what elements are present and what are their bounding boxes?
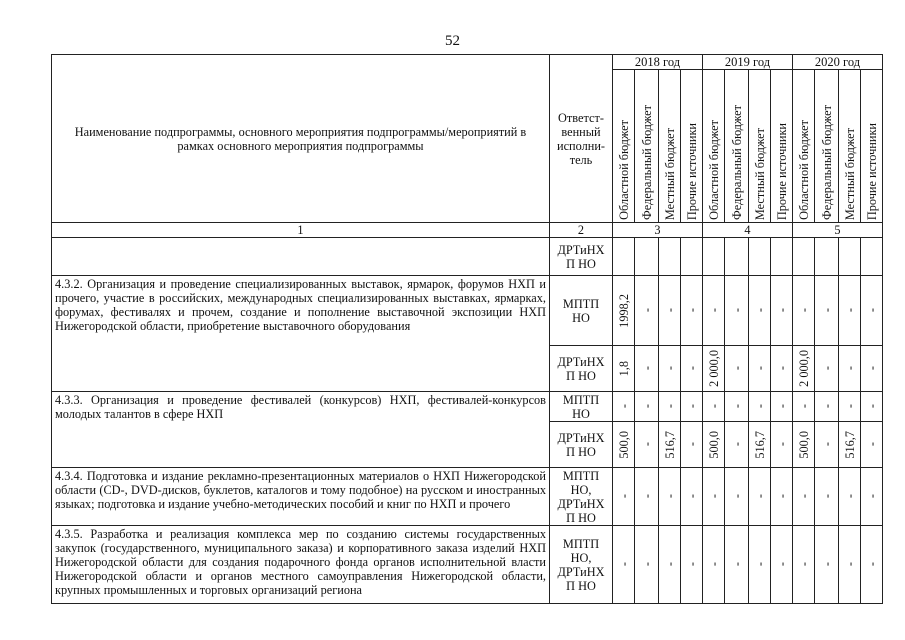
budget-value: 516,7 [659,422,681,468]
budget-value: - [861,392,883,422]
year-2020-header: 2020 год [793,55,883,70]
budget-value [659,238,681,276]
budget-value: - [635,468,659,526]
budget-value: - [771,392,793,422]
budget-value: - [725,392,749,422]
responsible-executor: ДРТиНХ П НО [550,238,613,276]
budget-value: - [681,526,703,604]
budget-value: - [635,392,659,422]
task-description: 4.3.4. Подготовка и издание рекламно-презентационных материалов о НХП Нижегородской области (CD-, DVD-дисков, буклетов, каталогов и тому подобное) на русском и иностранных языках; подготовка и издание учебно-методических пособий и книг по НХП и прочего [52,468,550,526]
column-number: 4 [703,223,793,238]
budget-value: - [703,468,725,526]
responsible-executor: МПТП НО [550,392,613,422]
source-header: Областной бюджет [793,70,815,223]
budget-value: - [861,468,883,526]
budget-value: - [613,468,635,526]
budget-value: - [815,526,839,604]
column-number: 3 [613,223,703,238]
task-description: 4.3.2. Организация и проведение специализированных выставок, ярмарок, форумов НХП и прочего, участие в российских, международных специализированных выставках, ярмарках, форумах, фестивалях и прочем, создание и пополнение выставочной экспозиции НХП Нижегородской области, приобретение выставочного оборудования [52,276,550,392]
budget-value: - [815,422,839,468]
budget-value: - [635,346,659,392]
column-number: 5 [793,223,883,238]
budget-value: - [703,276,725,346]
budget-value: - [815,392,839,422]
name-column-header: Наименование подпрограммы, основного мероприятия подпрограммы/мероприятий в рамках основного мероприятия подпрограммы [52,55,550,223]
budget-value: 516,7 [749,422,771,468]
budget-value: - [793,392,815,422]
source-header: Прочие источники [861,70,883,223]
column-number: 2 [550,223,613,238]
budget-value: - [793,526,815,604]
budget-value: 1,8 [613,346,635,392]
budget-value: 516,7 [839,422,861,468]
budget-value: - [793,468,815,526]
budget-value: - [839,346,861,392]
budget-value: 1998,2 [613,276,635,346]
budget-value: 500,0 [793,422,815,468]
budget-value: - [725,276,749,346]
budget-value [681,238,703,276]
source-header: Федеральный бюджет [635,70,659,223]
budget-value: - [815,276,839,346]
budget-value: - [681,346,703,392]
table-row [52,392,883,422]
budget-value: - [635,276,659,346]
source-header: Федеральный бюджет [815,70,839,223]
budget-value: - [613,526,635,604]
budget-value: - [749,276,771,346]
source-header: Прочие источники [771,70,793,223]
budget-value: - [861,526,883,604]
responsible-column-header: Ответст-венный исполни-тель [550,55,613,223]
budget-value: - [725,468,749,526]
budget-value: - [681,468,703,526]
column-number-row [52,223,883,238]
budget-value: 2 000,0 [793,346,815,392]
budget-value: - [771,276,793,346]
budget-value [793,238,815,276]
budget-value: - [635,526,659,604]
budget-value: - [771,346,793,392]
budget-value: - [771,468,793,526]
responsible-executor: ДРТиНХ П НО [550,346,613,392]
budget-value: - [659,276,681,346]
budget-value: - [725,422,749,468]
budget-value [771,238,793,276]
budget-value: - [703,392,725,422]
source-header: Местный бюджет [659,70,681,223]
budget-value: - [771,422,793,468]
budget-value: - [839,392,861,422]
source-header: Местный бюджет [749,70,771,223]
budget-value [839,238,861,276]
budget-value [725,238,749,276]
task-description: 4.3.5. Разработка и реализация комплекса мер по созданию системы государственных закупок (государственного, муниципального заказа) и корпоративного заказа изделий НХП Нижегородской области для создания подарочного фонда органов исполнительной власти Нижегородской области и органов местного самоуправления Нижегородской области, крупных промышленных и торговых организаций региона [52,526,550,604]
budget-value [861,238,883,276]
table-row [52,468,883,526]
budget-value: - [861,276,883,346]
source-header: Областной бюджет [613,70,635,223]
column-number: 1 [52,223,550,238]
budget-value: - [703,526,725,604]
budget-value [635,238,659,276]
budget-value [613,238,635,276]
budget-value: - [839,276,861,346]
table-body [52,238,883,604]
budget-table [51,54,883,604]
responsible-executor: МПТП НО, ДРТиНХ П НО [550,468,613,526]
budget-value: - [815,468,839,526]
budget-value: - [681,276,703,346]
year-2019-header: 2019 год [703,55,793,70]
year-2018-header: 2018 год [613,55,703,70]
page-number: 52 [445,33,460,49]
budget-value [703,238,725,276]
source-header: Местный бюджет [839,70,861,223]
budget-value: - [749,346,771,392]
budget-value: - [725,346,749,392]
responsible-executor: МПТП НО, ДРТиНХ П НО [550,526,613,604]
budget-value: - [771,526,793,604]
budget-value: - [681,422,703,468]
budget-value: - [839,526,861,604]
budget-value: - [793,276,815,346]
budget-value: - [725,526,749,604]
budget-value: 500,0 [703,422,725,468]
budget-value: - [749,468,771,526]
budget-value: - [659,392,681,422]
budget-value: - [635,422,659,468]
budget-value: - [659,468,681,526]
budget-value: - [681,392,703,422]
budget-value: - [659,526,681,604]
budget-value: - [659,346,681,392]
budget-value [815,238,839,276]
budget-value: - [839,468,861,526]
responsible-executor: ДРТиНХ П НО [550,422,613,468]
task-description [52,238,550,276]
budget-value: - [815,346,839,392]
table-row [52,526,883,604]
table-row [52,276,883,346]
source-header: Федеральный бюджет [725,70,749,223]
source-header: Прочие источники [681,70,703,223]
budget-value: - [749,392,771,422]
budget-value: - [749,526,771,604]
source-header: Областной бюджет [703,70,725,223]
responsible-executor: МПТП НО [550,276,613,346]
budget-value: 2 000,0 [703,346,725,392]
table-row [52,238,883,276]
budget-value: - [613,392,635,422]
budget-value: - [861,346,883,392]
budget-value: 500,0 [613,422,635,468]
budget-value: - [861,422,883,468]
task-description: 4.3.3. Организация и проведение фестивалей (конкурсов) НХП, фестивалей-конкурсов молодых талантов в сфере НХП [52,392,550,468]
budget-value [749,238,771,276]
